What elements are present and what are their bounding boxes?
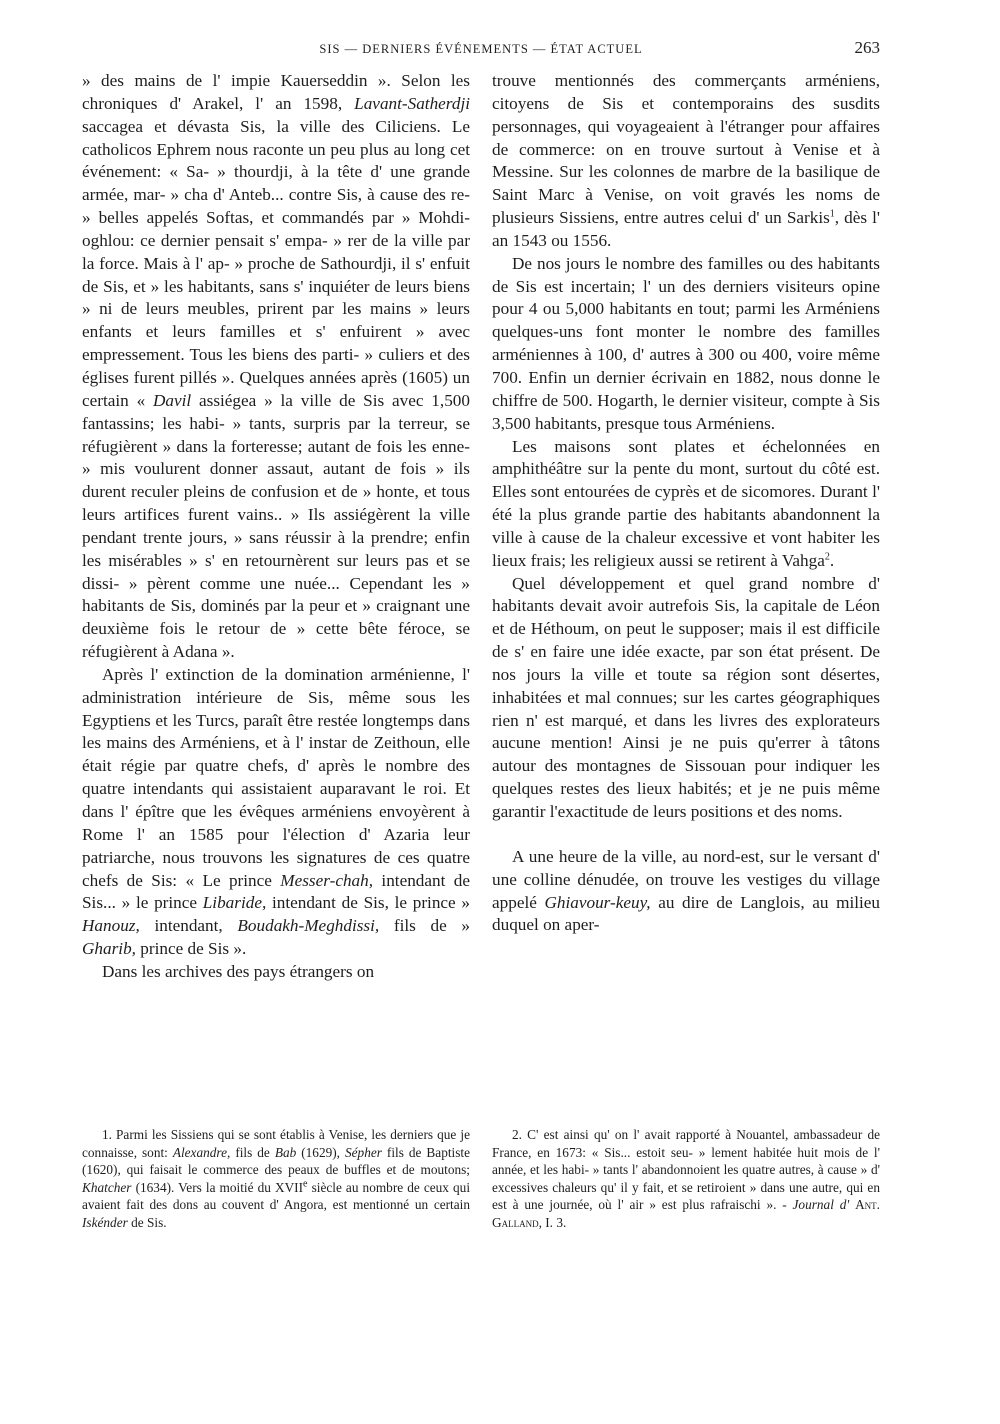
left-column [82, 70, 470, 984]
page-number: 263 [854, 38, 880, 57]
footnote-2: 2. C' est ainsi qu' on l' avait rapporté à Nouantel, ambassadeur de France, en 1673: « Sis... estoit seu- » lement habitée huit mois de l' année, et les habi- » tants l' abandonnoient les quatre autres, à cause » d' excessives chaleurs qu' il y fait, et se retiroient » dans une autre, qui en est à une journée, où l' air » est plus rafraischi ». - Journal d' Ant. Galland, I. 3. [492, 1127, 881, 1230]
running-head: SIS — DERNIERS ÉVÉNEMENTS — ÉTAT ACTUEL [319, 42, 643, 56]
right-paragraph-1: trouve mentionnés des commerçants arméniens, citoyens de Sis et contemporains des susdits personnages, qui voyageaient à l'étranger pour affaires de commerce: on en trouve surtout à Venise et à Messine. Sur les colonnes de marbre de la basilique de Saint Marc à Venise, on voit gravés les noms de plusieurs Sissiens, entre autres celui d' un Sarkis$^1$, dès l' an 1543 ou 1556. [492, 71, 880, 250]
footnote-1: 1. Parmi les Sissiens qui se sont établis à Venise, les derniers que je connaisse, sont: Alexandre, fils de Bab (1629), Sépher fils de Baptiste (1620), qui faisait le commerce des peaux de buffles et de moutons; Khatcher (1634). Vers la moitié du XVIIe siècle au nombre de ceux qui avaient fait des dons au couvent d' Angora, est mentionné un certain Iskénder de Sis. [82, 1127, 471, 1230]
right-paragraph-4: Quel développement et quel grand nombre d' habitants devait avoir autrefois Sis, la capitale de Léon et de Héthoum, on peut le supposer; mais il est difficile de s' en faire une idée exacte, par son état présent. De nos jours la ville et toute sa région sont désertes, inhabitées et mal connues; sur les cartes géographiques rien n' est marqué, et dans les livres des explorateurs aucune mention! Ainsi je ne puis qu'errer à tâtons autour des montagnes de Sissouan pour indiquer les quelques restes des lieux habités; et je ne puis même garantir l'exactitude de leurs positions et des noms. [492, 573, 880, 821]
right-paragraph-3: Les maisons sont plates et échelonnées en amphithéâtre sur la pente du mont, surtout du côté est. Elles sont entourées de cyprès et de sicomores. Durant l' été la plus grande partie des habitants abandonnent la ville à cause de la chaleur excessive et vont habiter les lieux frais; les religieux aussi se retirent à Vahga$^2$. [492, 436, 880, 570]
right-paragraph-2: De nos jours le nombre des familles ou des habitants de Sis est incertain; l' un des derniers visiteurs opine pour 4 ou 5,000 habitants en tout; parmi les Arméniens quelques-uns font monter le nombre des familles arméniennes à 100, d' autres à 300 ou 400, voire même 700. Enfin un dernier écrivain en 1882, nous donne le chiffre de 500. Hogarth, le dernier visiteur, compte à Sis 3,500 habitants, presque tous Arméniens. [492, 253, 880, 433]
left-paragraph-3: Dans les archives des pays étrangers on [102, 961, 375, 981]
footnote-ref-1: 1 [829, 208, 835, 220]
right-column [492, 70, 880, 937]
page-header [82, 38, 880, 66]
right-paragraph-5: A une heure de la ville, au nord-est, sur le versant d' une colline dénudée, on trouve les vestiges du village appelé Ghiavour-keuy, au dire de Langlois, au milieu duquel on aper- [492, 846, 881, 935]
footnote-ref-2: 2 [824, 550, 830, 562]
left-paragraph-2: Après l' extinction de la domination arménienne, l' administration intérieure de Sis, même sous les Egyptiens et les Turcs, paraît être restée longtemps dans les mains des Arméniens, et à l' instar de Zeithoun, elle était régie par quatre chefs, d' après le nombre des quatre intendants qui assistaient auparavant le roi. Et dans l' épître que les évêques arméniens envoyèrent à Rome l' an 1585 pour l'élection d' Azaria leur patriarche, nous trouvons les signatures de ces quatre chefs de Sis: « Le prince Messer-chah, intendant de Sis... » le prince Libaride, intendant de Sis, le prince » Hanouz, intendant, Boudakh-Meghdissi, fils de » Gharib, prince de Sis ». [82, 664, 471, 959]
left-paragraph-1: » des mains de l' impie Kauerseddin ». Selon les chroniques d' Arakel, l' an 1598, Lavant-Satherdji saccagea et dévasta Sis, la ville des Ciliciens. Le catholicos Ephrem nous raconte un peu plus au long cet événement: « Sa- » thourdji, à la tête d' une grande armée, mar- » cha d' Anteb... contre Sis, à cause des re- » belles appelés Softas, et commandés par » Mohdi-oghlou: ce dernier pensait s' empa- » rer de la ville par la force. Mais à l' ap- » proche de Sathourdji, il s' enfuit de Sis, et » les habitants, sans s' inquiéter de leurs biens » ni de leurs meubles, prirent par les mains » leurs enfants et leurs familles et s' enfuirent » avec empressement. Tous les biens des parti- » culiers et des églises furent pillés ». Quelques années après (1605) un certain « Davil assiégea » la ville de Sis avec 1,500 fantassins; les habi- » tants, surpris par la terreur, se réfugièrent » dans la forteresse; autant de fois les enne- » mis voulurent donner assaut, autant de fois » ils durent reculer pleins de confusion et de » honte, et tous leurs artifices furent vains.. » Ils assiégèrent la ville pendant trente jours, » sans réussir à la prendre; enfin les misérables » s' en retournèrent sur leurs pas et se dissi- » pèrent comme une nuée... Cependant les » habitants de Sis, dominés par la peur et » craignant une deuxième fois le retour de » cette bête féroce, se réfugièrent à Adana ». [82, 71, 471, 662]
